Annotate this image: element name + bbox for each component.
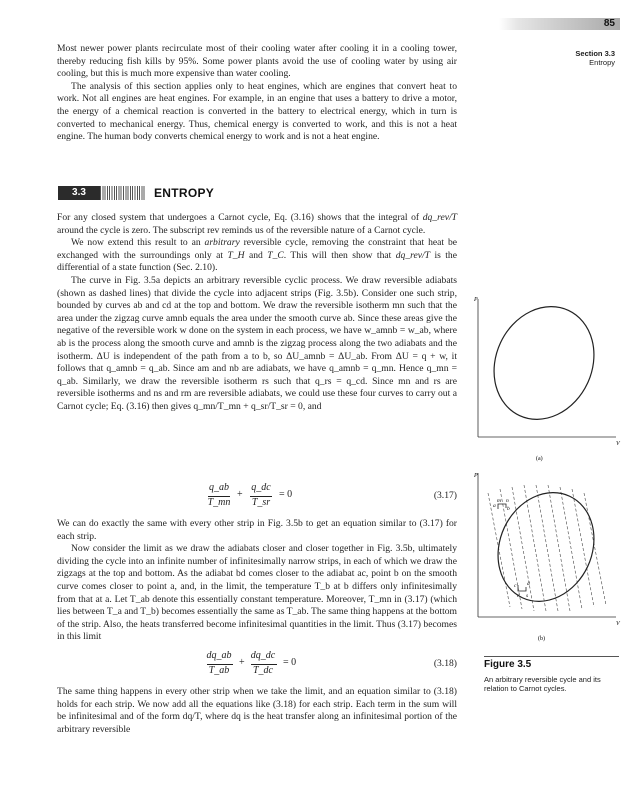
text-run: For any closed system that undergoes a Carnot cycle, Eq. (3.16) shows that the integral of <box>57 212 423 223</box>
figure-3-5 <box>466 295 624 655</box>
section-number: 3.3 <box>58 186 100 200</box>
page-number-bar <box>499 18 620 30</box>
zigzag-top <box>498 504 506 509</box>
fraction-numerator: q_dc <box>251 482 271 493</box>
page-number: 85 <box>603 18 615 29</box>
panel-a-x-label: V <box>616 441 620 447</box>
panel-b-label: (b) <box>538 636 545 642</box>
point-label-d: d <box>527 581 530 587</box>
equation-3-17 <box>57 482 457 514</box>
panel-b-x-label: V <box>616 621 620 627</box>
section-body-end <box>57 686 457 736</box>
panel-a-label: (a) <box>536 456 543 462</box>
fraction-numerator: dq_dc <box>250 650 276 661</box>
point-label-c: c <box>514 583 517 589</box>
point-label-n: n <box>506 498 509 504</box>
section-heading <box>58 186 458 200</box>
adiabat-line <box>512 487 534 611</box>
panel-b <box>473 473 621 642</box>
running-header-section: Section 3.3 <box>575 49 615 58</box>
text-run: . This will then show that <box>283 249 396 261</box>
intro-paragraphs <box>57 43 457 144</box>
panel-a <box>473 295 621 462</box>
paragraph: Most newer power plants recirculate most of their cooling water after cooling it in a cooling tower, thereby reducing fish kills by 95%. Some power plants avoid the use of cooling water by using air cooling, but this is much more expensive than water cooling. <box>57 43 457 80</box>
running-header <box>575 49 615 67</box>
point-label-m: m <box>497 498 501 504</box>
equation-number: (3.18) <box>433 658 457 669</box>
fraction-denominator: T_ab <box>208 665 230 676</box>
adiabat-line <box>584 493 606 605</box>
math-inline: T_H <box>227 249 245 261</box>
equation-3-18 <box>57 650 457 682</box>
fraction-denominator: T_mn <box>207 497 231 508</box>
figure-3-5-drawing <box>466 295 624 655</box>
fraction-numerator: dq_ab <box>206 650 232 661</box>
math-inline: T_C <box>267 249 284 261</box>
emphasis: arbitrary <box>204 237 240 249</box>
adiabat-line <box>560 487 582 609</box>
panel-b-y-label: P <box>474 473 478 479</box>
section-title: ENTROPY <box>154 186 215 200</box>
fraction-denominator: T_dc <box>253 665 273 676</box>
text-run: around the cycle is zero. The subscript rev reminds us of the reversible nature of a Carnot cycle. <box>57 224 426 236</box>
panel-a-cycle-curve <box>476 295 612 436</box>
figure-label: Figure 3.5 <box>484 656 619 670</box>
section-body-continued <box>57 518 457 644</box>
point-label-r: r <box>517 593 520 599</box>
paragraph <box>57 212 457 237</box>
section-heading-decoration <box>100 186 146 200</box>
math-inline: dq_rev/T <box>395 249 431 261</box>
math-inline: dq_rev/T <box>422 212 457 223</box>
paragraph: Now consider the limit as we draw the adiabats closer and closer together in Fig. 3.5b, ultimately dividing the cycle into an infinite number of infinitesimally narrow strips, in each of which we draw the zigzags at the top and bottom. As the adiabat bd comes closer to the adiabat ac, point b on the smooth curve comes closer to point a, and, in the limit, the temperature T_b at b differs only infinitesimally from that at a. Let T_ab denote this essentially constant temperature. Moreover, T_mn in (3.17) (which lies between T_a and T_b) becomes essentially the same as T_ab. The same thing happens at the bottom of the strip. Also, the heats transferred become infinitesimal quantities in the limit. Thus (3.17) becomes in this limit <box>57 543 457 643</box>
text-run: We now extend this result to an <box>71 237 205 249</box>
fraction-numerator: q_ab <box>209 482 229 493</box>
zigzag-bottom <box>518 585 526 591</box>
paragraph: We can do exactly the same with every other strip in Fig. 3.5b to get an equation similar to (3.17) for each strip. <box>57 518 457 542</box>
text-run: is the differential of a state function (Sec. 2.10). <box>57 249 457 274</box>
section-body <box>57 212 457 414</box>
paragraph: The analysis of this section applies only to heat engines, which are engines that convert heat to work. Not all engines are heat engines. For example, in an engine that uses a battery to drive a motor, the energy of a chemical reaction is converted in the battery to electrical energy, which in turn is converted to mechanical energy. Thus, chemical energy is converted to work, and this is not a heat engine. The human body converts chemical energy to work and is not a heat engine. <box>57 80 457 143</box>
point-label-b: b <box>507 506 510 512</box>
point-label-s: s <box>526 593 529 599</box>
paragraph <box>57 237 457 275</box>
equals-zero: = 0 <box>279 489 293 500</box>
panel-a-y-label: P <box>474 297 478 303</box>
paragraph: The same thing happens in every other strip when we take the limit, and an equation similar to (3.18) holds for each strip. We now add all the equations like (3.18) for each strip. Each term in the sum will be infinitesimal and of the form dq/T, where dq is the heat transfer along an infinitesimal portion of the arbitrary reversible <box>57 686 457 735</box>
plus-sign: + <box>239 657 245 668</box>
paragraph: The curve in Fig. 3.5a depicts an arbitrary reversible cyclic process. We draw reversible adiabats (shown as dashed lines) that divide the cycle into adjacent strips (Fig. 3.5b). Consider one such strip, bounded by curves ab and cd at the top and bottom. We draw the reversible isotherm mn such that the area under the zigzag curve amnb equals the area under the smooth curve ab. Since these areas give the negative of the reversible work w done on the system in each process, we have w_amnb = w_ab, where ab is the process along the smooth curve and amnb is the zigzag process along the two adiabats and the isotherm. ΔU is independent of the path from a to b, so ΔU_amnb = ΔU_ab. From ΔU = q + w, it follows that q_amnb = q_ab. Since am and nb are adiabats, we have q_amnb = q_mn. Hence q_mn = q_ab. Similarly, we draw the reversible isotherm rs such that q_rs = q_cd. Since mn and rs are reversible isotherms and ns and rm are reversible adiabats, we could use these four curves to carry out a Carnot cycle; Eq. (3.16) then gives q_mn/T_mn + q_sr/T_sr = 0, and <box>57 274 457 412</box>
plus-sign: + <box>237 489 243 500</box>
adiabat-line <box>536 485 558 611</box>
point-label-a: a <box>493 503 496 509</box>
text-run: reversible cycle, removing the constraint that heat be exchanged with the surroundings only at <box>57 237 457 261</box>
fraction-denominator: T_sr <box>251 497 271 508</box>
figure-caption <box>484 656 619 693</box>
equals-zero: = 0 <box>283 657 297 668</box>
figure-caption-text: An arbitrary reversible cycle and its relation to Carnot cycles. <box>484 675 601 693</box>
running-header-topic: Entropy <box>589 58 615 67</box>
text-run: and <box>244 249 268 261</box>
equation-number: (3.17) <box>433 490 457 501</box>
